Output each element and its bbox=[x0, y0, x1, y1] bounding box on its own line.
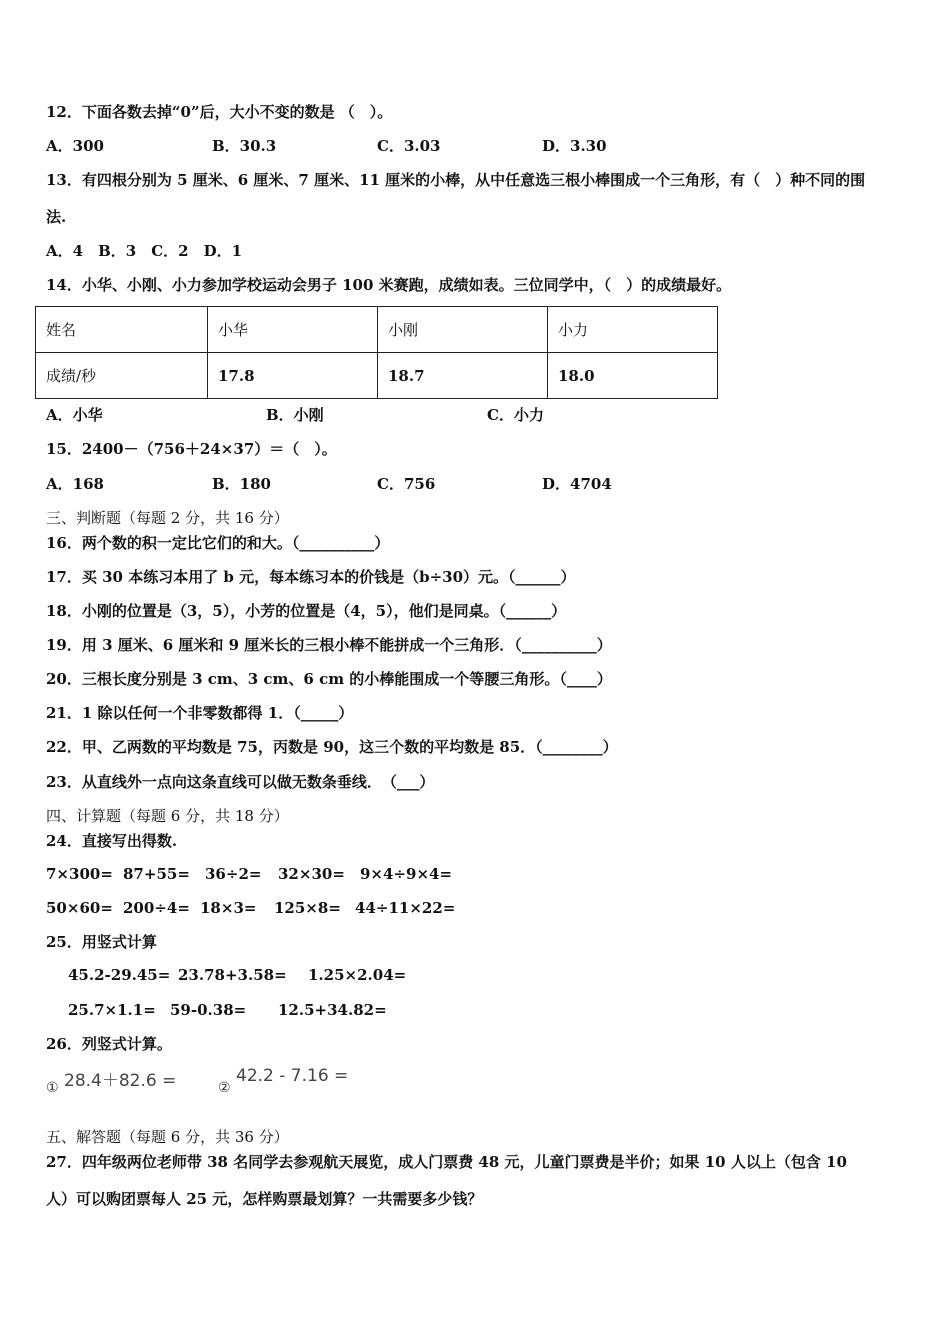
q12-option-c: C．3.03 bbox=[377, 137, 441, 155]
q25-item: 59-0.38= bbox=[170, 1001, 247, 1019]
table-cell: 小力 bbox=[548, 307, 718, 353]
table-cell: 17.8 bbox=[208, 353, 378, 399]
q26-item-1-number: ① bbox=[46, 1080, 59, 1096]
q26-stem: 26．列竖式计算。 bbox=[46, 1035, 172, 1053]
judge-item-23: 23．从直线外一点向这条直线可以做无数条垂线． （___） bbox=[46, 773, 435, 791]
q15-stem: 15．2400－（756＋24×37）＝（ ）。 bbox=[46, 440, 337, 458]
q15-option-a: A．168 bbox=[46, 475, 104, 493]
table-cell: 小刚 bbox=[378, 307, 548, 353]
q12-option-b: B．30.3 bbox=[212, 137, 277, 155]
q15-option-b: B．180 bbox=[212, 475, 271, 493]
judge-item-20: 20．三根长度分别是 3 cm、3 cm、6 cm 的小棒能围成一个等腰三角形。（____） bbox=[46, 670, 612, 688]
q26-item-1-expression: 28.4＋82.6 = bbox=[64, 1071, 177, 1091]
q24-item: 7×300= bbox=[46, 865, 113, 883]
q27-line2: 人）可以购团票每人 25 元，怎样购票最划算？一共需要多少钱？ bbox=[46, 1190, 483, 1208]
q12-option-a: A．300 bbox=[46, 137, 104, 155]
judge-item-16: 16．两个数的积一定比它们的和大。（__________） bbox=[46, 534, 390, 552]
q24-item: 9×4÷9×4= bbox=[360, 865, 453, 883]
judge-item-18: 18．小刚的位置是（3，5），小芳的位置是（4，5），他们是同桌。（______） bbox=[46, 602, 567, 620]
q12-option-d: D．3.30 bbox=[542, 137, 607, 155]
section-3-heading: 三、判断题（每题 2 分，共 16 分） bbox=[46, 509, 289, 527]
table-header-row bbox=[36, 307, 718, 353]
q14-option-a: A．小华 bbox=[46, 406, 103, 424]
judge-item-17: 17．买 30 本练习本用了 b 元，每本练习本的价钱是（b÷30）元。（______） bbox=[46, 568, 576, 586]
score-table bbox=[35, 306, 718, 399]
judge-item-22: 22．甲、乙两数的平均数是 75，丙数是 90，这三个数的平均数是 85．（________） bbox=[46, 738, 618, 756]
q26-item-2-expression: 42.2 - 7.16 = bbox=[236, 1066, 349, 1086]
section-4-heading: 四、计算题（每题 6 分，共 18 分） bbox=[46, 807, 289, 825]
q27-line1: 27．四年级两位老师带 38 名同学去参观航天展览，成人门票费 48 元，儿童门票费是半价；如果 10 人以上（包含 10 bbox=[46, 1153, 847, 1171]
q14-option-b: B．小刚 bbox=[266, 406, 324, 424]
q13-options: A．4 B．3 C．2 D．1 bbox=[46, 242, 243, 260]
table-cell: 18.0 bbox=[548, 353, 718, 399]
table-cell: 姓名 bbox=[36, 307, 208, 353]
table-row bbox=[36, 353, 718, 399]
q25-item: 1.25×2.04= bbox=[308, 966, 407, 984]
q24-item: 18×3= bbox=[200, 899, 257, 917]
q24-item: 36÷2= bbox=[205, 865, 262, 883]
q14-stem: 14．小华、小刚、小力参加学校运动会男子 100 米赛跑，成绩如表。三位同学中，（ ）的成绩最好。 bbox=[46, 276, 732, 294]
q25-item: 12.5+34.82= bbox=[278, 1001, 387, 1019]
q14-option-c: C．小力 bbox=[487, 406, 544, 424]
q13-stem-line1: 13．有四根分别为 5 厘米、6 厘米、7 厘米、11 厘米的小棒，从中任意选三根小棒围成一个三角形，有（ ）种不同的围 bbox=[46, 171, 866, 189]
q24-item: 32×30= bbox=[278, 865, 345, 883]
q25-item: 25.7×1.1= bbox=[68, 1001, 156, 1019]
q25-stem: 25．用竖式计算 bbox=[46, 933, 157, 951]
q24-item: 50×60= bbox=[46, 899, 113, 917]
q12-stem: 12．下面各数去掉“0”后，大小不变的数是 （ ）。 bbox=[46, 103, 393, 121]
q24-item: 125×8= bbox=[274, 899, 341, 917]
q25-item: 45.2-29.45= bbox=[68, 966, 171, 984]
q24-item: 44÷11×22= bbox=[355, 899, 456, 917]
q13-stem-line2: 法. bbox=[46, 208, 67, 226]
judge-item-19: 19．用 3 厘米、6 厘米和 9 厘米长的三根小棒不能拼成一个三角形．（__________） bbox=[46, 636, 612, 654]
q25-item: 23.78+3.58= bbox=[178, 966, 287, 984]
table-cell: 小华 bbox=[208, 307, 378, 353]
q24-item: 200÷4= bbox=[123, 899, 190, 917]
section-5-heading: 五、解答题（每题 6 分，共 36 分） bbox=[46, 1128, 289, 1146]
judge-item-21: 21．1 除以任何一个非零数都得 1．（_____） bbox=[46, 704, 354, 722]
q24-stem: 24．直接写出得数. bbox=[46, 832, 178, 850]
table-cell: 18.7 bbox=[378, 353, 548, 399]
q26-item-2-number: ② bbox=[218, 1080, 231, 1096]
table-cell: 成绩/秒 bbox=[36, 353, 208, 399]
q15-option-c: C．756 bbox=[377, 475, 436, 493]
q24-item: 87+55= bbox=[123, 865, 190, 883]
q15-option-d: D．4704 bbox=[542, 475, 612, 493]
